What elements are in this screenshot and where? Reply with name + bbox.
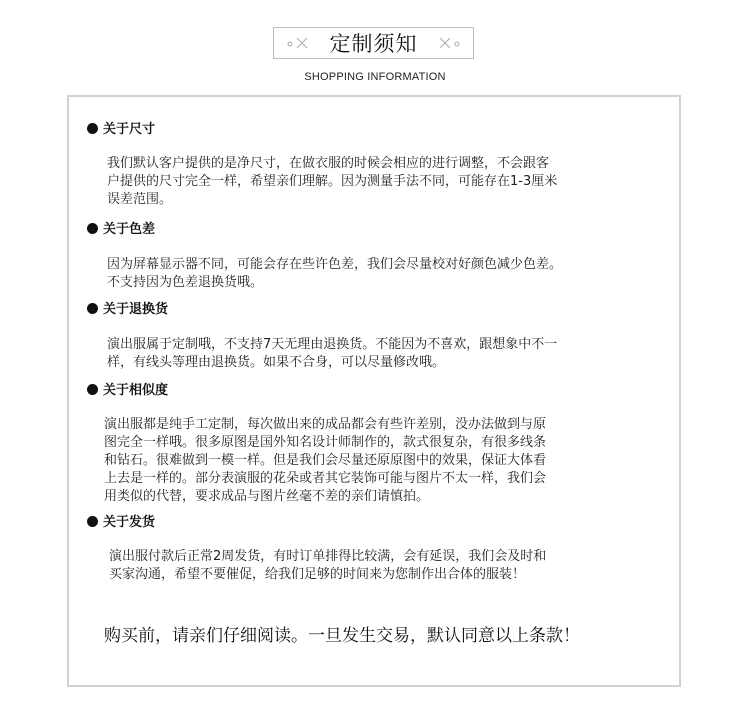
body-line: 上去是一样的。部分表演服的花朵或者其它装饰可能与图片不太一样，我们会 (104, 471, 547, 486)
body-line: 用类似的代替，要求成品与图片丝毫不差的亲们请慎拍。 (104, 489, 430, 504)
section-heading-returns: 关于退换货 (87, 301, 168, 319)
section-body-similarity (104, 416, 546, 506)
title-box (273, 27, 474, 59)
bullet-icon (87, 223, 98, 234)
body-line: 演出服都是纯手工定制，每次做出来的成品都会有些许差别，没办法做到与原 (104, 417, 547, 432)
body-line: 演出服属于定制哦，不支持7天无理由退换货。不能因为不喜欢，跟想象中不一 (107, 337, 558, 352)
section-heading-similarity: 关于相似度 (87, 382, 168, 400)
body-line: 因为屏幕显示器不同，可能会存在些许色差，我们会尽量校对好颜色减少色差。 (107, 257, 563, 272)
section-heading-color: 关于色差 (87, 221, 155, 239)
body-line: 演出服付款后正常2周发货，有时订单排得比较满，会有延误，我们会及时和 (109, 549, 547, 564)
decorative-x-icon (437, 35, 461, 51)
page-title: 定制须知 (329, 32, 418, 56)
section-heading-shipping: 关于发货 (87, 514, 155, 532)
body-line: 和钻石。很难做到一模一样。但是我们会尽量还原原图中的效果，保证大体看 (104, 453, 547, 468)
body-line: 户提供的尺寸完全一样，希望亲们理解。因为测量手法不同，可能存在1-3厘米 (107, 174, 558, 189)
body-line: 误差范围。 (107, 192, 173, 207)
bullet-icon (87, 516, 98, 527)
footer-note: 购买前，请亲们仔细阅读。一旦发生交易，默认同意以上条款！ (104, 626, 580, 646)
bullet-icon (87, 384, 98, 395)
page-subtitle: SHOPPING INFORMATION (304, 71, 446, 83)
body-line: 样，有线头等理由退换货。如果不合身，可以尽量修改哦。 (107, 355, 446, 370)
body-line: 我们默认客户提供的是净尺寸，在做衣服的时候会相应的进行调整，不会跟客 (107, 156, 550, 171)
bullet-icon (87, 123, 98, 134)
section-body-size (107, 155, 557, 209)
body-line: 买家沟通，希望不要催促，给我们足够的时间来为您制作出合体的服装！ (109, 567, 526, 582)
body-line: 不支持因为色差退换货哦。 (107, 275, 264, 290)
body-line: 图完全一样哦。很多原图是国外知名设计师制作的，款式很复杂，有很多线条 (104, 435, 547, 450)
section-body-color (107, 256, 562, 292)
section-body-returns (107, 336, 557, 372)
bullet-icon (87, 303, 98, 314)
section-heading-size: 关于尺寸 (87, 121, 155, 139)
section-body-shipping (109, 548, 546, 584)
